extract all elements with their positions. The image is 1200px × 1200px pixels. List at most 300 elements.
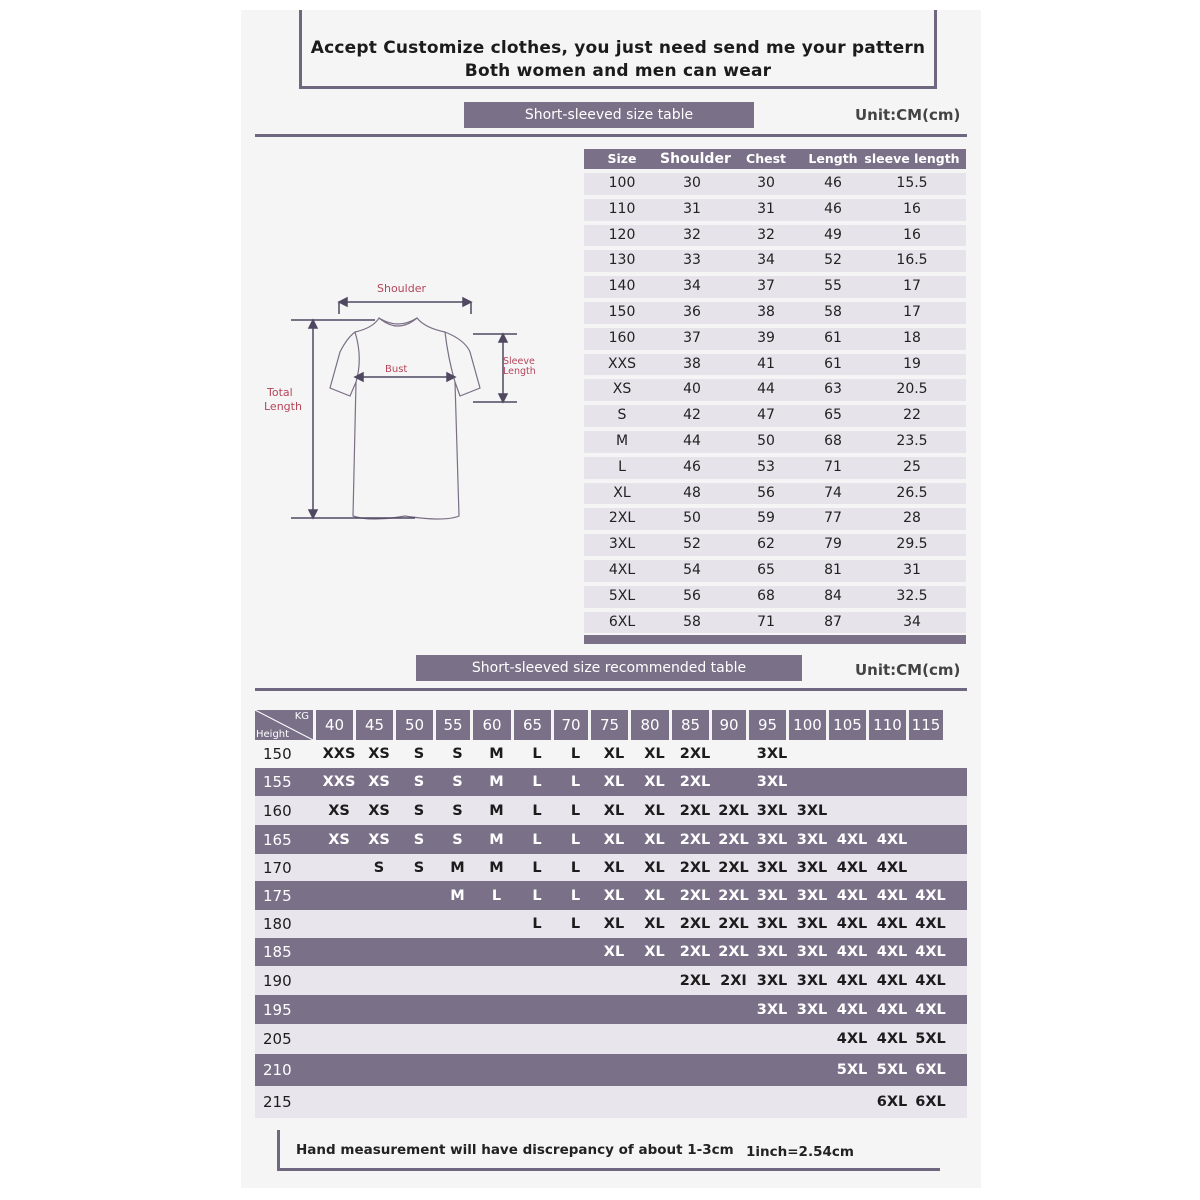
size-recommendation-cell: 3XL bbox=[756, 746, 788, 762]
size-recommendation-cell: S bbox=[413, 746, 425, 762]
shoulder-arrow bbox=[339, 298, 471, 314]
size-recommendation-cell: XXS bbox=[322, 774, 356, 790]
size-cell: 50 bbox=[757, 432, 775, 449]
size-recommendation-cell: 2XL bbox=[679, 859, 711, 876]
recommend-row bbox=[255, 825, 967, 854]
sleeve-label-1: Sleeve bbox=[503, 356, 535, 367]
size-recommendation-cell: L bbox=[532, 774, 542, 790]
size-cell: 40 bbox=[683, 381, 701, 398]
size-col-header: Chest bbox=[746, 151, 786, 166]
size-cell: 59 bbox=[757, 510, 775, 527]
corner-kg-label: KG bbox=[294, 711, 309, 722]
size-recommendation-cell: 3XL bbox=[796, 916, 828, 932]
size-recommendation-cell: 3XL bbox=[756, 1001, 788, 1018]
footer-frame bbox=[277, 1130, 940, 1171]
size-recommendation-cell: L bbox=[570, 859, 581, 876]
weight-col-header: 110 bbox=[869, 710, 906, 740]
size-recommendation-cell: 4XL bbox=[915, 944, 946, 960]
size-recommendation-cell: XS bbox=[368, 802, 390, 819]
size-recommendation-cell: L bbox=[570, 802, 581, 819]
size-table-unit: Unit:CM(cm) bbox=[855, 106, 961, 124]
recommend-row bbox=[255, 796, 967, 825]
height-cell: 150 bbox=[263, 745, 292, 763]
size-cell: 33 bbox=[683, 252, 701, 269]
size-recommendation-cell: XL bbox=[644, 944, 665, 960]
recommend-row bbox=[255, 881, 967, 910]
size-recommendation-cell: 3XL bbox=[756, 887, 788, 904]
size-table-row bbox=[584, 612, 966, 634]
size-cell: 44 bbox=[683, 432, 701, 449]
recommend-row bbox=[255, 768, 967, 796]
size-recommendation-cell: S bbox=[413, 802, 425, 819]
size-recommendation-cell: S bbox=[452, 774, 463, 790]
size-cell: 140 bbox=[608, 278, 636, 295]
size-recommendation-cell: 5XL bbox=[876, 1062, 908, 1078]
corner-cell bbox=[255, 710, 313, 740]
size-table-row bbox=[584, 379, 966, 401]
total-length-label-2: Length bbox=[264, 400, 302, 413]
size-recommendation-cell: M bbox=[489, 746, 504, 762]
size-recommendation-cell: 4XL bbox=[876, 972, 908, 989]
size-recommendation-cell: XS bbox=[328, 802, 350, 819]
weight-col-header: 115 bbox=[909, 710, 943, 740]
size-cell: 71 bbox=[824, 458, 842, 475]
size-recommendation-cell: XXS bbox=[322, 746, 356, 762]
tshirt-outline bbox=[330, 318, 480, 519]
weight-col-header: 105 bbox=[829, 710, 866, 740]
weight-col-header: 95 bbox=[749, 710, 786, 740]
size-cell: 26.5 bbox=[896, 484, 928, 501]
size-cell: 6XL bbox=[608, 613, 636, 630]
size-table-row bbox=[584, 199, 966, 221]
size-table-row bbox=[584, 457, 966, 479]
size-cell: 65 bbox=[757, 561, 775, 578]
size-cell: 28 bbox=[903, 510, 921, 527]
size-cell: 62 bbox=[757, 536, 775, 553]
size-cell: 74 bbox=[824, 484, 842, 501]
size-cell: 16 bbox=[903, 226, 921, 243]
size-cell: 42 bbox=[683, 407, 701, 424]
size-recommendation-cell: XL bbox=[644, 916, 665, 932]
size-cell: 3XL bbox=[608, 536, 636, 553]
size-cell: 38 bbox=[683, 355, 701, 372]
size-cell: 46 bbox=[824, 175, 842, 191]
size-recommendation-cell: 2XI bbox=[720, 972, 747, 989]
size-cell: 58 bbox=[683, 613, 701, 630]
size-recommendation-cell: 5XL bbox=[836, 1062, 868, 1078]
size-recommendation-cell: XL bbox=[603, 859, 625, 876]
header-line-1: Accept Customize clothes, you just need send me your pattern bbox=[310, 38, 926, 58]
size-recommendation-cell: 2XL bbox=[718, 859, 749, 876]
header-frame bbox=[299, 10, 937, 89]
size-cell: 34 bbox=[903, 613, 921, 630]
size-recommendation-cell: XS bbox=[368, 774, 390, 790]
size-recommendation-cell: L bbox=[570, 916, 581, 932]
size-recommendation-cell: S bbox=[452, 831, 463, 848]
size-recommendation-cell: S bbox=[413, 831, 425, 848]
size-cell: 39 bbox=[757, 329, 775, 346]
size-recommendation-cell: 2XL bbox=[679, 774, 711, 790]
size-cell: 49 bbox=[824, 226, 842, 243]
size-cell: 65 bbox=[824, 407, 842, 424]
weight-col-header: 60 bbox=[473, 710, 511, 740]
size-cell: 25 bbox=[903, 458, 921, 475]
size-table-row bbox=[584, 431, 966, 453]
size-cell: 44 bbox=[757, 381, 775, 398]
size-cell: XXS bbox=[607, 355, 637, 372]
size-cell: 32 bbox=[757, 226, 775, 243]
size-cell: 23.5 bbox=[896, 432, 928, 449]
recommend-row bbox=[255, 854, 967, 881]
recommend-row bbox=[255, 740, 967, 768]
size-cell: 46 bbox=[824, 200, 842, 217]
size-recommendation-cell: L bbox=[570, 746, 581, 762]
size-recommendation-cell: 5XL bbox=[915, 1031, 946, 1047]
height-cell: 210 bbox=[263, 1061, 292, 1079]
size-recommendation-cell: M bbox=[489, 774, 504, 790]
size-recommendation-cell: 6XL bbox=[876, 1094, 908, 1110]
size-cell: 84 bbox=[824, 587, 842, 604]
size-recommendation-cell: 2XL bbox=[718, 944, 749, 960]
size-cell: 32.5 bbox=[896, 587, 928, 604]
weight-col-header: 55 bbox=[436, 710, 470, 740]
size-table-header bbox=[584, 149, 966, 169]
height-cell: 185 bbox=[263, 943, 292, 961]
size-table-row bbox=[584, 354, 966, 376]
recommend-row bbox=[255, 910, 967, 938]
weight-col-header: 85 bbox=[672, 710, 709, 740]
size-recommendation-cell: XS bbox=[328, 831, 350, 848]
size-cell: 32 bbox=[683, 226, 701, 243]
size-table-footer-bar bbox=[584, 635, 966, 644]
size-cell: 54 bbox=[683, 561, 701, 578]
size-recommendation-cell: XL bbox=[644, 859, 665, 876]
size-recommendation-cell: 2XL bbox=[679, 916, 711, 932]
size-recommendation-cell: 3XL bbox=[756, 944, 788, 960]
size-cell: 31 bbox=[683, 200, 701, 217]
size-cell: 55 bbox=[824, 278, 842, 295]
height-cell: 155 bbox=[263, 773, 292, 791]
size-recommendation-cell: L bbox=[570, 774, 581, 790]
recommend-section-rule bbox=[255, 688, 967, 691]
height-cell: 165 bbox=[263, 830, 292, 849]
size-recommendation-cell: L bbox=[532, 746, 542, 762]
size-recommendation-cell: 4XL bbox=[836, 887, 868, 904]
size-recommendation-cell: 2XL bbox=[679, 802, 711, 819]
size-recommendation-cell: XL bbox=[603, 944, 625, 960]
size-cell: 17 bbox=[903, 278, 921, 295]
size-cell: 31 bbox=[903, 561, 921, 578]
size-recommendation-cell: S bbox=[373, 859, 385, 876]
size-recommendation-cell: 4XL bbox=[836, 1001, 868, 1018]
size-recommendation-cell: 6XL bbox=[915, 1062, 946, 1078]
size-col-header: sleeve length bbox=[864, 151, 960, 166]
size-recommendation-cell: 6XL bbox=[915, 1094, 946, 1110]
weight-col-header: 90 bbox=[712, 710, 746, 740]
size-recommendation-cell: XS bbox=[368, 746, 390, 762]
size-recommendation-cell: M bbox=[450, 859, 465, 876]
size-recommendation-cell: 4XL bbox=[836, 944, 868, 960]
size-table-tab: Short-sleeved size table bbox=[464, 102, 754, 128]
size-cell: 52 bbox=[683, 536, 701, 553]
size-recommendation-cell: 4XL bbox=[836, 1031, 868, 1047]
size-cell: 53 bbox=[757, 458, 775, 475]
size-cell: 46 bbox=[683, 458, 701, 475]
size-recommendation-cell: M bbox=[489, 802, 504, 819]
corner-height-label: Height bbox=[256, 729, 290, 740]
size-recommendation-cell: S bbox=[413, 774, 425, 790]
size-chart-page bbox=[241, 10, 981, 1188]
size-cell: 30 bbox=[683, 175, 701, 191]
size-recommendation-cell: 3XL bbox=[756, 831, 788, 848]
recommend-row bbox=[255, 1054, 967, 1086]
recommend-row bbox=[255, 1024, 967, 1054]
size-table-row bbox=[584, 560, 966, 582]
size-recommendation-cell: 4XL bbox=[876, 1031, 908, 1047]
size-col-header: Size bbox=[607, 151, 637, 166]
size-cell: XL bbox=[613, 484, 631, 501]
size-recommendation-cell: M bbox=[450, 887, 465, 904]
size-table-row bbox=[584, 483, 966, 505]
size-cell: 22 bbox=[903, 407, 921, 424]
size-recommendation-cell: L bbox=[570, 887, 581, 904]
tshirt-diagram bbox=[255, 278, 555, 528]
size-recommendation-cell: S bbox=[413, 859, 425, 876]
size-recommendation-cell: 3XL bbox=[796, 1001, 828, 1018]
size-table-row bbox=[584, 586, 966, 608]
recommend-row bbox=[255, 1086, 967, 1118]
size-recommendation-cell: 4XL bbox=[915, 972, 946, 989]
size-recommendation-cell: 3XL bbox=[796, 887, 828, 904]
size-recommendation-cell: 3XL bbox=[796, 831, 828, 848]
size-cell: 2XL bbox=[608, 510, 636, 527]
size-recommendation-cell: 4XL bbox=[876, 916, 908, 932]
size-table-row bbox=[584, 302, 966, 324]
size-recommendation-cell: S bbox=[452, 746, 463, 762]
size-table-row bbox=[584, 534, 966, 556]
sleeve-label-2: Length bbox=[503, 366, 536, 377]
size-cell: 47 bbox=[757, 407, 775, 424]
weight-col-header: 65 bbox=[514, 710, 551, 740]
size-recommendation-cell: L bbox=[532, 916, 542, 932]
size-recommendation-cell: 2XL bbox=[679, 887, 711, 904]
size-cell: 61 bbox=[824, 329, 842, 346]
size-recommendation-cell: 2XL bbox=[718, 887, 749, 904]
size-cell: 81 bbox=[824, 561, 842, 578]
recommend-table bbox=[255, 710, 967, 1118]
weight-col-header: 45 bbox=[356, 710, 393, 740]
size-recommendation-cell: L bbox=[532, 802, 542, 819]
weight-col-header: 100 bbox=[789, 710, 826, 740]
size-cell: 38 bbox=[757, 303, 775, 320]
size-table-row bbox=[584, 250, 966, 272]
shoulder-label: Shoulder bbox=[377, 282, 426, 295]
size-cell: 110 bbox=[608, 200, 636, 217]
height-cell: 215 bbox=[263, 1093, 292, 1111]
size-cell: 56 bbox=[683, 587, 701, 604]
size-cell: 37 bbox=[757, 278, 775, 295]
size-cell: S bbox=[617, 407, 627, 424]
size-recommendation-cell: 4XL bbox=[915, 916, 946, 932]
size-recommendation-cell: 4XL bbox=[876, 859, 908, 876]
size-cell: 34 bbox=[683, 278, 701, 295]
recommend-table-tab: Short-sleeved size recommended table bbox=[416, 655, 802, 681]
size-col-header: Length bbox=[808, 151, 858, 166]
size-table-row bbox=[584, 276, 966, 298]
total-length-arrow bbox=[291, 320, 415, 518]
size-cell: 20.5 bbox=[896, 381, 928, 398]
size-cell: 100 bbox=[608, 175, 636, 191]
size-recommendation-cell: 4XL bbox=[836, 859, 868, 876]
size-cell: 36 bbox=[683, 303, 701, 320]
size-recommendation-cell: 3XL bbox=[756, 774, 788, 790]
size-recommendation-cell: 2XL bbox=[718, 831, 749, 848]
size-cell: 4XL bbox=[608, 561, 636, 578]
height-cell: 160 bbox=[263, 801, 292, 820]
weight-col-header: 80 bbox=[631, 710, 669, 740]
size-cell: 150 bbox=[608, 303, 636, 320]
size-recommendation-cell: 3XL bbox=[756, 972, 788, 989]
size-cell: 120 bbox=[608, 226, 636, 243]
size-cell: 18 bbox=[903, 329, 921, 346]
size-recommendation-cell: XL bbox=[603, 916, 625, 932]
size-recommendation-cell: XL bbox=[603, 831, 625, 848]
size-recommendation-cell: 2XL bbox=[718, 802, 749, 819]
size-recommendation-cell: XL bbox=[603, 746, 625, 762]
size-recommendation-cell: 3XL bbox=[756, 802, 788, 819]
size-recommendation-cell: XS bbox=[368, 831, 390, 848]
size-recommendation-cell: 4XL bbox=[915, 1001, 946, 1018]
size-recommendation-cell: 4XL bbox=[876, 1001, 908, 1018]
size-recommendation-cell: L bbox=[570, 831, 581, 848]
size-recommendation-cell: XL bbox=[644, 831, 665, 848]
size-recommendation-cell: 3XL bbox=[796, 859, 828, 876]
size-recommendation-cell: XL bbox=[644, 802, 665, 819]
size-cell: 48 bbox=[683, 484, 701, 501]
size-recommendation-cell: 2XL bbox=[679, 972, 711, 989]
size-cell: 77 bbox=[824, 510, 842, 527]
size-table-row bbox=[584, 508, 966, 530]
size-recommendation-cell: 4XL bbox=[876, 831, 908, 848]
size-recommendation-cell: 3XL bbox=[796, 944, 828, 960]
height-cell: 175 bbox=[263, 886, 292, 905]
size-table-row bbox=[584, 405, 966, 427]
size-cell: 37 bbox=[683, 329, 701, 346]
size-recommendation-cell: XL bbox=[644, 746, 665, 762]
size-recommendation-cell: XL bbox=[603, 774, 625, 790]
size-cell: 41 bbox=[757, 355, 775, 372]
size-cell: 15.5 bbox=[896, 175, 928, 191]
size-recommendation-cell: 4XL bbox=[876, 944, 908, 960]
size-cell: 87 bbox=[824, 613, 842, 630]
size-recommendation-cell: S bbox=[452, 802, 463, 819]
size-table-row bbox=[584, 328, 966, 350]
bust-label: Bust bbox=[385, 364, 408, 375]
size-recommendation-cell: L bbox=[532, 831, 542, 848]
weight-col-header: 75 bbox=[591, 710, 628, 740]
size-recommendation-cell: 3XL bbox=[756, 916, 788, 932]
size-recommendation-cell: 3XL bbox=[796, 802, 828, 819]
size-cell: 30 bbox=[757, 175, 775, 191]
size-recommendation-cell: 2XL bbox=[679, 944, 711, 960]
size-cell: 29.5 bbox=[896, 536, 928, 553]
recommend-table-unit: Unit:CM(cm) bbox=[855, 661, 961, 679]
size-recommendation-cell: XL bbox=[603, 887, 625, 904]
size-recommendation-cell: 4XL bbox=[836, 972, 868, 989]
size-cell: 61 bbox=[824, 355, 842, 372]
size-cell: 34 bbox=[757, 252, 775, 269]
size-recommendation-cell: 4XL bbox=[876, 887, 908, 904]
size-cell: 58 bbox=[824, 303, 842, 320]
size-cell: 68 bbox=[757, 587, 775, 604]
header-line-2: Both women and men can wear bbox=[464, 61, 772, 81]
weight-col-header: 50 bbox=[396, 710, 433, 740]
height-cell: 170 bbox=[263, 858, 292, 877]
size-recommendation-cell: L bbox=[491, 887, 502, 904]
size-cell: 63 bbox=[824, 381, 842, 398]
size-recommendation-cell: L bbox=[532, 859, 542, 876]
size-recommendation-cell: 4XL bbox=[836, 831, 868, 848]
recommend-row bbox=[255, 995, 967, 1024]
size-recommendation-cell: M bbox=[489, 831, 504, 848]
height-cell: 190 bbox=[263, 971, 292, 990]
size-recommendation-cell: M bbox=[489, 859, 504, 876]
recommend-row bbox=[255, 966, 967, 995]
size-cell: 79 bbox=[824, 536, 842, 553]
recommend-table-header bbox=[255, 710, 967, 740]
size-recommendation-cell: XL bbox=[644, 774, 665, 790]
size-recommendation-cell: 4XL bbox=[836, 916, 868, 932]
recommend-row bbox=[255, 938, 967, 966]
size-recommendation-cell: L bbox=[532, 887, 542, 904]
size-cell: 160 bbox=[608, 329, 636, 346]
height-cell: 195 bbox=[263, 1000, 292, 1019]
size-cell: L bbox=[618, 458, 626, 475]
size-recommendation-cell: 2XL bbox=[679, 831, 711, 848]
measurement-note: Hand measurement will have discrepancy of about 1-3cm bbox=[296, 1142, 734, 1158]
size-table-row bbox=[584, 173, 966, 195]
size-cell: 68 bbox=[824, 432, 842, 449]
size-cell: 31 bbox=[757, 200, 775, 217]
size-recommendation-cell: 3XL bbox=[756, 859, 788, 876]
size-cell: 16 bbox=[903, 200, 921, 217]
weight-col-header: 70 bbox=[554, 710, 588, 740]
size-cell: 19 bbox=[903, 355, 921, 372]
height-cell: 180 bbox=[263, 915, 292, 933]
size-table-row bbox=[584, 225, 966, 247]
size-cell: XS bbox=[612, 381, 632, 398]
size-recommendation-cell: 4XL bbox=[915, 887, 946, 904]
size-cell: 71 bbox=[757, 613, 775, 630]
weight-col-header: 40 bbox=[316, 710, 353, 740]
size-table bbox=[584, 149, 966, 633]
size-section-rule bbox=[255, 134, 967, 137]
size-recommendation-cell: 2XL bbox=[679, 746, 711, 762]
total-length-label-1: Total bbox=[267, 386, 293, 399]
size-cell: M bbox=[615, 432, 629, 449]
size-cell: 16.5 bbox=[896, 252, 928, 269]
size-cell: 50 bbox=[683, 510, 701, 527]
size-recommendation-cell: 3XL bbox=[796, 972, 828, 989]
inch-conversion: 1inch=2.54cm bbox=[746, 1144, 854, 1160]
height-cell: 205 bbox=[263, 1030, 292, 1048]
size-cell: 5XL bbox=[608, 587, 636, 604]
size-recommendation-cell: XL bbox=[603, 802, 625, 819]
size-recommendation-cell: XL bbox=[644, 887, 665, 904]
size-cell: 52 bbox=[824, 252, 842, 269]
size-recommendation-cell: 2XL bbox=[718, 916, 749, 932]
size-cell: 17 bbox=[903, 303, 921, 320]
